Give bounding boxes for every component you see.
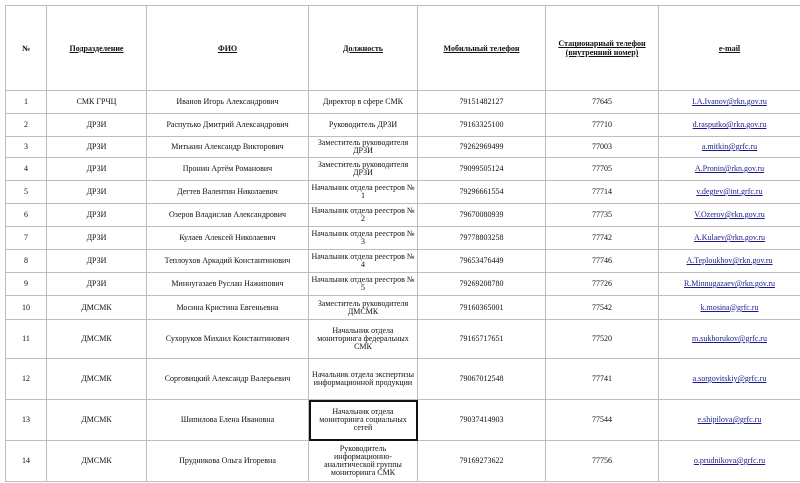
cell-fio[interactable]: Дегтев Валентин Николаевич [147, 181, 309, 204]
cell-fio[interactable]: Иванов Игорь Александрович [147, 91, 309, 114]
cell-fio[interactable]: Сухоруков Михаил Константинович [147, 320, 309, 359]
cell-fio[interactable]: Сорговицкий Александр Валерьевич [147, 359, 309, 400]
cell-position[interactable]: Заместитель руководителя ДРЗИ [309, 137, 418, 158]
header-num[interactable]: № [6, 6, 47, 91]
cell-position[interactable]: Руководитель информационно-аналитической группы мониторинга СМК [309, 441, 418, 482]
cell-mobile[interactable]: 79653476449 [418, 250, 546, 273]
header-division[interactable]: Подразделение [47, 6, 147, 91]
cell-landline[interactable]: 77746 [546, 250, 659, 273]
cell-landline[interactable]: 77756 [546, 441, 659, 482]
cell-fio[interactable]: Распутько Дмитрий Александрович [147, 114, 309, 137]
cell-landline[interactable]: 77726 [546, 273, 659, 296]
cell-position[interactable]: Начальник отдела мониторинга федеральных СМК [309, 320, 418, 359]
table-row [6, 204, 800, 227]
cell-division[interactable]: ДРЗИ [47, 227, 147, 250]
cell-division[interactable]: ДРЗИ [47, 181, 147, 204]
table-row [6, 273, 800, 296]
cell-num[interactable]: 3 [6, 137, 47, 158]
table-row [6, 181, 800, 204]
cell-division[interactable]: ДМСМК [47, 359, 147, 400]
cell-fio[interactable]: Прудникова Ольга Игоревна [147, 441, 309, 482]
cell-num[interactable]: 8 [6, 250, 47, 273]
cell-landline[interactable]: 77735 [546, 204, 659, 227]
cell-mobile[interactable]: 79670080939 [418, 204, 546, 227]
cell-position[interactable]: Заместитель руководителя ДМСМК [309, 296, 418, 320]
cell-landline[interactable]: 77705 [546, 158, 659, 181]
table-row [6, 158, 800, 181]
cell-division[interactable]: ДМСМК [47, 320, 147, 359]
cell-num[interactable]: 12 [6, 359, 47, 400]
cell-position-selected[interactable]: Начальник отдела мониторинга социальных сетей [309, 400, 418, 441]
cell-num[interactable]: 10 [6, 296, 47, 320]
cell-num[interactable]: 11 [6, 320, 47, 359]
cell-landline[interactable]: 77742 [546, 227, 659, 250]
header-mobile[interactable]: Мобильный телефон [418, 6, 546, 91]
cell-num[interactable]: 6 [6, 204, 47, 227]
cell-landline[interactable]: 77542 [546, 296, 659, 320]
cell-position[interactable]: Начальник отдела реестров № 4 [309, 250, 418, 273]
cell-fio[interactable]: Шипилова Елена Ивановна [147, 400, 309, 441]
cell-num[interactable]: 9 [6, 273, 47, 296]
cell-landline[interactable]: 77544 [546, 400, 659, 441]
cell-fio[interactable]: Миннугазаев Руслан Нажипович [147, 273, 309, 296]
cell-mobile[interactable]: 79165717651 [418, 320, 546, 359]
cell-email[interactable]: R.Minnugazaev@rkn.gov.ru [659, 273, 800, 296]
cell-email[interactable]: A.Kulaev@rkn.gov.ru [659, 227, 800, 250]
cell-num[interactable]: 2 [6, 114, 47, 137]
cell-landline[interactable]: 77741 [546, 359, 659, 400]
cell-position[interactable]: Директор в сфере СМК [309, 91, 418, 114]
contacts-table [5, 5, 800, 482]
cell-mobile[interactable]: 79163325100 [418, 114, 546, 137]
cell-num[interactable]: 14 [6, 441, 47, 482]
cell-mobile[interactable]: 79067012548 [418, 359, 546, 400]
cell-position[interactable]: Начальник отдела экспертизы информационной продукции [309, 359, 418, 400]
cell-mobile[interactable]: 79296661554 [418, 181, 546, 204]
cell-position[interactable]: Руководитель ДРЗИ [309, 114, 418, 137]
table-row [6, 441, 800, 482]
cell-email[interactable]: d.rasputko@rkn.gov.ru [659, 114, 800, 137]
cell-fio[interactable]: Озеров Владислав Александрович [147, 204, 309, 227]
cell-position[interactable]: Начальник отдела реестров № 1 [309, 181, 418, 204]
cell-fio[interactable]: Мосина Кристина Евгеньевна [147, 296, 309, 320]
cell-num[interactable]: 1 [6, 91, 47, 114]
cell-num[interactable]: 4 [6, 158, 47, 181]
header-email[interactable]: e-mail [659, 6, 800, 91]
cell-division[interactable]: ДРЗИ [47, 158, 147, 181]
cell-mobile[interactable]: 79037414903 [418, 400, 546, 441]
table-row [6, 91, 800, 114]
cell-fio[interactable]: Кулаев Алексей Николаевич [147, 227, 309, 250]
cell-landline[interactable]: 77520 [546, 320, 659, 359]
cell-email[interactable]: A.Pronin@rkn.gov.ru [659, 158, 800, 181]
table-row [6, 250, 800, 273]
cell-division[interactable]: ДРЗИ [47, 137, 147, 158]
table-row [6, 137, 800, 158]
cell-position[interactable]: Начальник отдела реестров № 5 [309, 273, 418, 296]
cell-division[interactable]: ДРЗИ [47, 114, 147, 137]
cell-mobile[interactable]: 79269208780 [418, 273, 546, 296]
cell-division[interactable]: ДМСМК [47, 441, 147, 482]
cell-email[interactable]: e.shipilova@grfc.ru [659, 400, 800, 441]
cell-mobile[interactable]: 79151482127 [418, 91, 546, 114]
cell-mobile[interactable]: 79099505124 [418, 158, 546, 181]
cell-mobile[interactable]: 79160365001 [418, 296, 546, 320]
cell-email[interactable]: m.sukhorukov@grfc.ru [659, 320, 800, 359]
cell-email[interactable]: V.Ozerov@rkn.gov.ru [659, 204, 800, 227]
cell-mobile[interactable]: 79169273622 [418, 441, 546, 482]
cell-mobile[interactable]: 79262969499 [418, 137, 546, 158]
header-position[interactable]: Должность [309, 6, 418, 91]
table-row [6, 227, 800, 250]
table-row [6, 359, 800, 400]
cell-mobile[interactable]: 79778803258 [418, 227, 546, 250]
cell-email[interactable]: a.mitkin@grfc.ru [659, 137, 800, 158]
cell-division[interactable]: ДМСМК [47, 296, 147, 320]
cell-position[interactable]: Начальник отдела реестров № 3 [309, 227, 418, 250]
header-fio[interactable]: ФИО [147, 6, 309, 91]
cell-division[interactable]: ДРЗИ [47, 204, 147, 227]
cell-position[interactable]: Заместитель руководителя ДРЗИ [309, 158, 418, 181]
cell-email[interactable]: A.Teploukhov@rkn.gov.ru [659, 250, 800, 273]
cell-fio[interactable]: Теплоухов Аркадий Константинович [147, 250, 309, 273]
cell-division[interactable]: СМК ГРЧЦ [47, 91, 147, 114]
cell-email[interactable]: k.mosina@grfc.ru [659, 296, 800, 320]
cell-position[interactable]: Начальник отдела реестров № 2 [309, 204, 418, 227]
cell-landline[interactable]: 77714 [546, 181, 659, 204]
cell-email[interactable]: I.A.Ivanov@rkn.gov.ru [659, 91, 800, 114]
table-row [6, 114, 800, 137]
cell-fio[interactable]: Пронин Артём Романович [147, 158, 309, 181]
cell-num[interactable]: 13 [6, 400, 47, 441]
cell-landline[interactable]: 77003 [546, 137, 659, 158]
cell-email[interactable]: o.prudnikova@grfc.ru [659, 441, 800, 482]
cell-num[interactable]: 5 [6, 181, 47, 204]
cell-num[interactable]: 7 [6, 227, 47, 250]
cell-email[interactable]: v.degtev@int.grfc.ru [659, 181, 800, 204]
cell-division[interactable]: ДРЗИ [47, 250, 147, 273]
header-row [6, 6, 800, 91]
cell-division[interactable]: ДМСМК [47, 400, 147, 441]
table-row [6, 400, 800, 441]
table-row [6, 296, 800, 320]
cell-landline[interactable]: 77645 [546, 91, 659, 114]
header-landline[interactable]: Стационарный телефон (внутренний номер) [546, 6, 659, 91]
cell-email[interactable]: a.sorgovitskiy@grfc.ru [659, 359, 800, 400]
cell-landline[interactable]: 77710 [546, 114, 659, 137]
table-row [6, 320, 800, 359]
cell-division[interactable]: ДРЗИ [47, 273, 147, 296]
cell-fio[interactable]: Митькин Александр Викторович [147, 137, 309, 158]
